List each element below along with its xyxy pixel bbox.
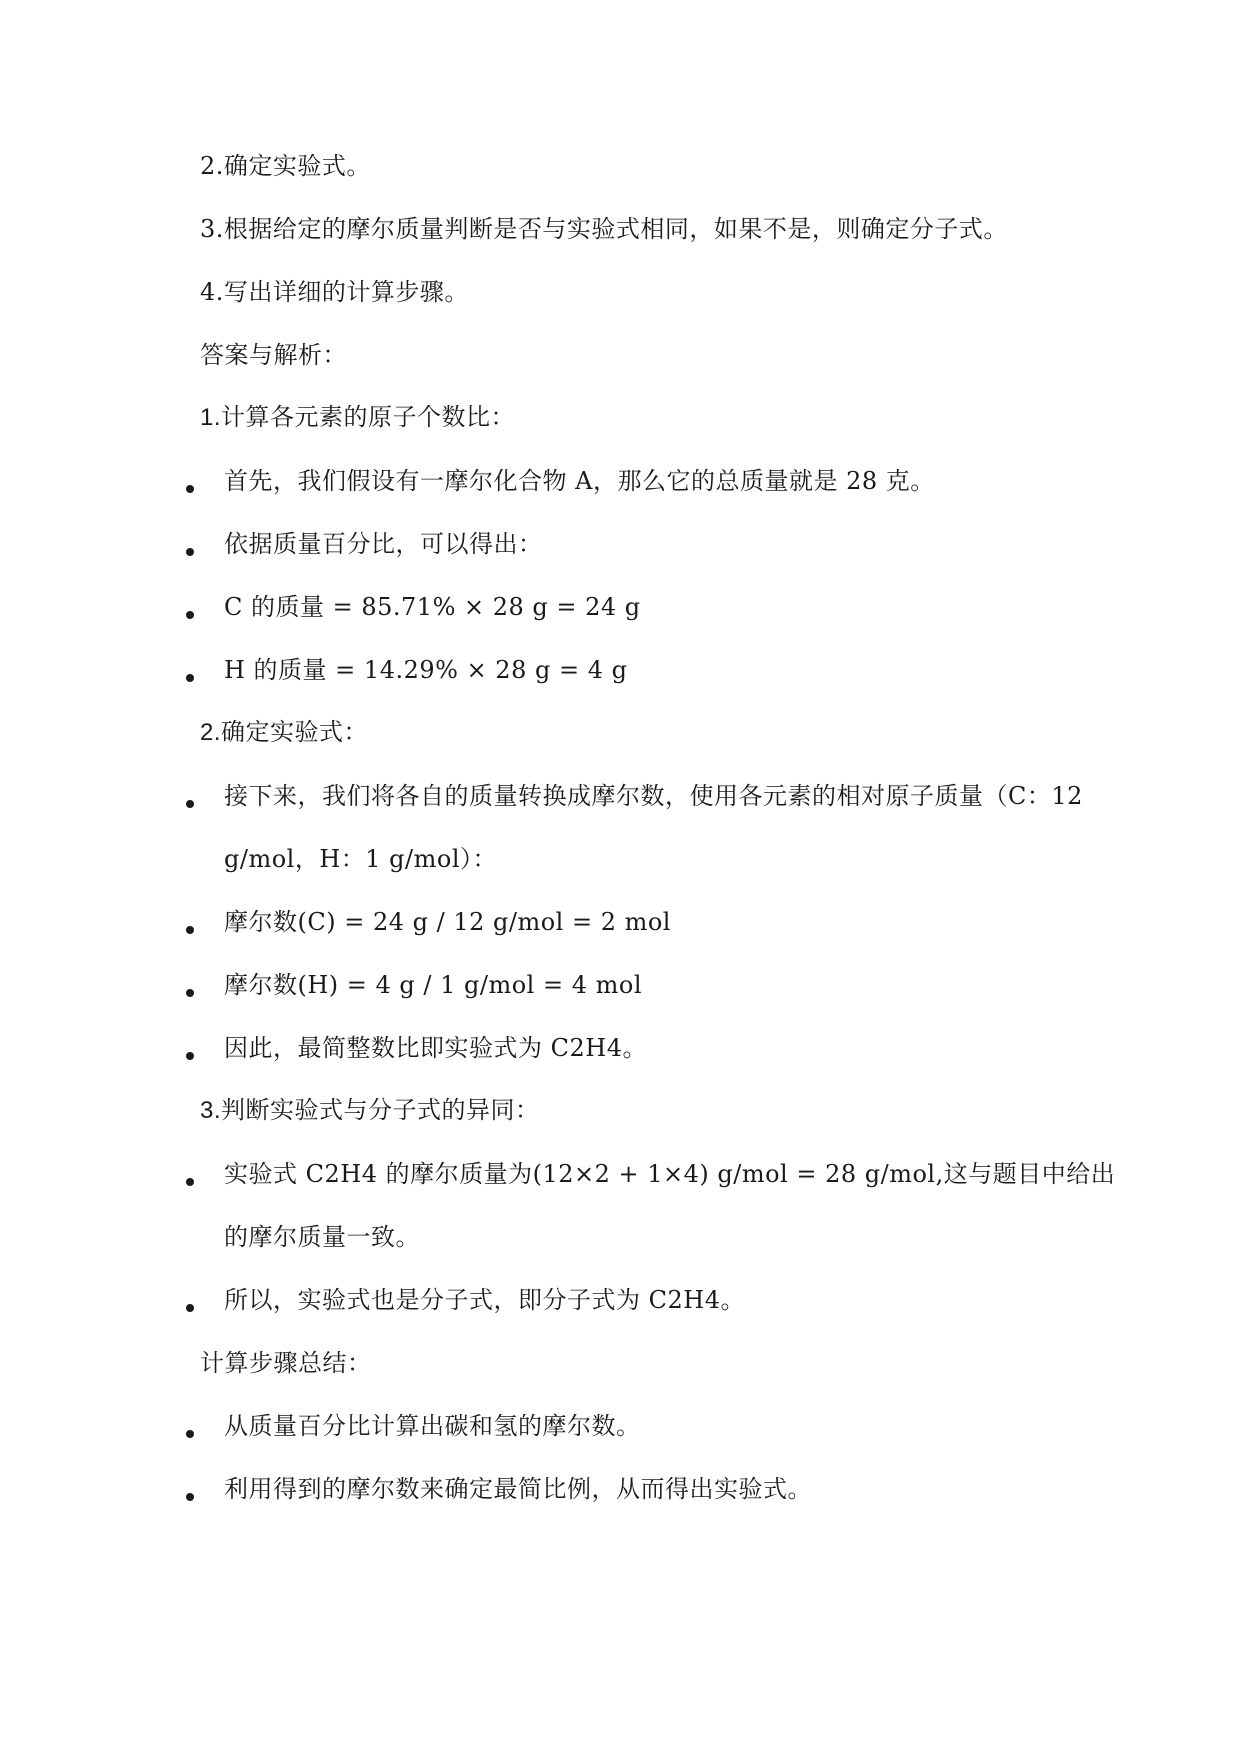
bullet-item-continuation: 的摩尔质量一致。 xyxy=(224,1223,420,1251)
bullet-item: H 的质量 = 14.29% × 28 g = 4 g xyxy=(224,656,628,684)
bullet-dot xyxy=(186,1304,194,1312)
bullet-dot xyxy=(186,485,194,493)
bullet-dot xyxy=(186,674,194,682)
bullet-dot xyxy=(186,1493,194,1501)
step-2-text: 2.确定实验式。 xyxy=(200,152,371,180)
bullet-item: 首先，我们假设有一摩尔化合物 A，那么它的总质量就是 28 克。 xyxy=(224,467,935,495)
bullet-dot xyxy=(186,989,194,997)
bullet-item: 利用得到的摩尔数来确定最简比例，从而得出实验式。 xyxy=(224,1475,812,1503)
summary-heading: 计算步骤总结： xyxy=(200,1349,372,1377)
step-3-text: 3.根据给定的摩尔质量判断是否与实验式相同，如果不是，则确定分子式。 xyxy=(200,215,1008,243)
section-1-heading: 1.计算各元素的原子个数比： xyxy=(200,404,516,431)
bullet-dot xyxy=(186,548,194,556)
section-3-heading: 3.判断实验式与分子式的异同： xyxy=(200,1097,540,1124)
bullet-dot xyxy=(186,800,194,808)
section-2-heading: 2.确定实验式： xyxy=(200,719,369,746)
bullet-item: 接下来，我们将各自的质量转换成摩尔数，使用各元素的相对原子质量（C：12 xyxy=(224,782,1083,810)
bullet-dot xyxy=(186,926,194,934)
bullet-item: 依据质量百分比，可以得出： xyxy=(224,530,543,558)
bullet-dot xyxy=(186,1052,194,1060)
bullet-item: 摩尔数(H) = 4 g / 1 g/mol = 4 mol xyxy=(224,971,643,999)
bullet-item: 所以，实验式也是分子式，即分子式为 C2H4。 xyxy=(224,1286,745,1314)
bullet-dot xyxy=(186,611,194,619)
step-4-text: 4.写出详细的计算步骤。 xyxy=(200,278,469,306)
bullet-dot xyxy=(186,1178,194,1186)
bullet-item: 摩尔数(C) = 24 g / 12 g/mol = 2 mol xyxy=(224,908,671,936)
bullet-item-continuation: g/mol，H：1 g/mol）： xyxy=(224,845,497,873)
bullet-item: 因此，最简整数比即实验式为 C2H4。 xyxy=(224,1034,647,1062)
bullet-item: C 的质量 = 85.71% × 28 g = 24 g xyxy=(224,593,641,621)
bullet-item: 实验式 C2H4 的摩尔质量为(12×2 + 1×4) g/mol = 28 g/mol,这与题目中给出 xyxy=(224,1160,1116,1188)
bullet-item: 从质量百分比计算出碳和氢的摩尔数。 xyxy=(224,1412,641,1440)
bullet-dot xyxy=(186,1430,194,1438)
answer-heading: 答案与解析： xyxy=(200,341,347,369)
